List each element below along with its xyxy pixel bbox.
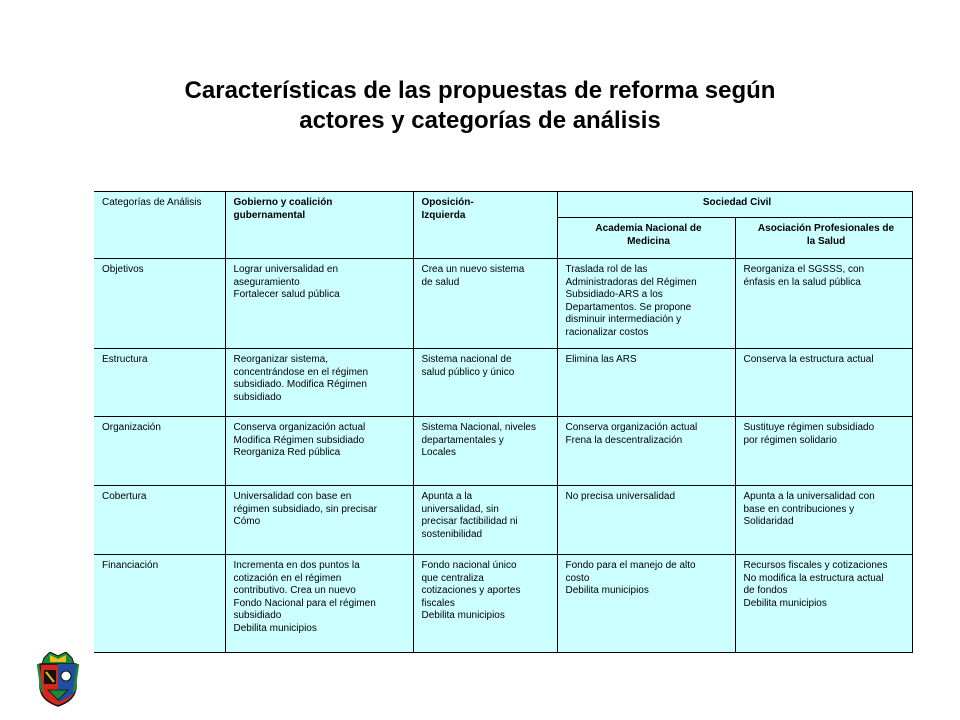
category-cell: Financiación [94, 555, 225, 653]
asociacion-cell: Sustituye régimen subsidiado por régimen solidario [735, 417, 912, 486]
table-row [94, 417, 912, 486]
table-row [94, 349, 912, 417]
comparison-table [94, 191, 912, 653]
gobierno-cell: Reorganizar sistema, concentrándose en el régimen subsidiado. Modifica Régimen subsidiado [225, 349, 413, 417]
academia-cell: Traslada rol de las Administradoras del Régimen Subsidiado-ARS a los Departamentos. Se propone disminuir intermediación y racionalizar costos [557, 259, 735, 349]
asociacion-cell: Recursos fiscales y cotizaciones No modifica la estructura actual de fondos Debilita municipios [735, 555, 912, 653]
academia-cell: Conserva organización actual Frena la descentralización [557, 417, 735, 486]
gobierno-cell: Incrementa en dos puntos la cotización en el régimen contributivo. Crea un nuevo Fondo Nacional para el régimen subsidiado Debilita municipios [225, 555, 413, 653]
header-categories: Categorías de Análisis [94, 192, 225, 259]
title-line-2: actores y categorías de análisis [299, 107, 661, 134]
university-crest-icon [36, 652, 80, 708]
oposicion-cell: Crea un nuevo sistema de salud [413, 259, 557, 349]
oposicion-cell: Fondo nacional único que centraliza cotizaciones y aportes fiscales Debilita municipios [413, 555, 557, 653]
academia-cell: Fondo para el manejo de alto costo Debilita municipios [557, 555, 735, 653]
category-cell: Objetivos [94, 259, 225, 349]
table-row [94, 555, 912, 653]
header-oposicion: Oposición- Izquierda [413, 192, 557, 259]
reform-proposals-table [94, 191, 913, 653]
oposicion-cell: Sistema nacional de salud público y único [413, 349, 557, 417]
asociacion-cell: Apunta a la universalidad con base en contribuciones y Solidaridad [735, 486, 912, 555]
oposicion-cell: Sistema Nacional, niveles departamentales y Locales [413, 417, 557, 486]
academia-cell: Elimina las ARS [557, 349, 735, 417]
asociacion-cell: Conserva la estructura actual [735, 349, 912, 417]
table-row [94, 259, 912, 349]
gobierno-cell: Universalidad con base en régimen subsidiado, sin precisar Cómo [225, 486, 413, 555]
oposicion-cell: Apunta a la universalidad, sin precisar factibilidad ni sostenibilidad [413, 486, 557, 555]
header-row-1 [94, 192, 912, 218]
category-cell: Cobertura [94, 486, 225, 555]
gobierno-cell: Conserva organización actual Modifica Régimen subsidiado Reorganiza Red pública [225, 417, 413, 486]
gobierno-cell: Lograr universalidad en aseguramiento Fortalecer salud pública [225, 259, 413, 349]
page-title [60, 76, 900, 136]
header-academia: Academia Nacional de Medicina [557, 218, 735, 259]
academia-cell: No precisa universalidad [557, 486, 735, 555]
header-sociedad-civil: Sociedad Civil [557, 192, 912, 218]
title-line-1: Características de las propuestas de reforma según [184, 77, 776, 104]
table-row [94, 486, 912, 555]
category-cell: Organización [94, 417, 225, 486]
asociacion-cell: Reorganiza el SGSSS, con énfasis en la salud pública [735, 259, 912, 349]
header-asociacion: Asociación Profesionales de la Salud [735, 218, 912, 259]
header-gobierno: Gobierno y coalición gubernamental [225, 192, 413, 259]
category-cell: Estructura [94, 349, 225, 417]
